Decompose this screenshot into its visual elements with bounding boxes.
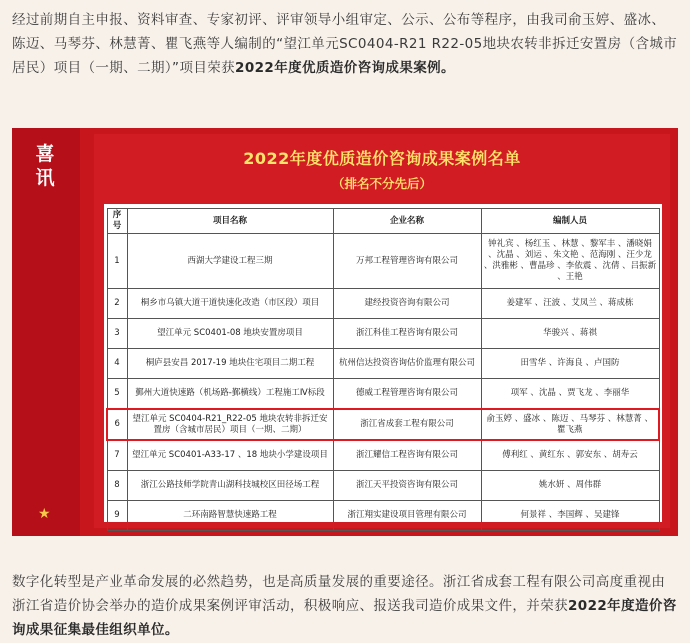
row-no: 2 xyxy=(107,289,127,319)
row-project: 鄞州大道快速路（机场路-鄞横线）工程施工Ⅳ标段 xyxy=(127,379,333,410)
row-staff: 项军 、沈晶 、贾飞龙 、李丽华 xyxy=(481,379,659,410)
row-project: 望江单元 SC0401-A33-17 、18 地块小学建设项目 xyxy=(127,440,333,471)
header-project: 项目名称 xyxy=(127,209,333,234)
table-row xyxy=(107,319,659,349)
star-icon: ★ xyxy=(38,506,51,522)
row-no: 3 xyxy=(107,319,127,349)
row-project: 西湖大学建设工程三期 xyxy=(127,234,333,289)
banner-subtitle: （排名不分先后） xyxy=(331,176,432,191)
table-row xyxy=(107,440,659,471)
intro-bold-text: 2022年度优质造价咨询成果案例。 xyxy=(235,60,455,76)
row-company: 浙江翔实建设项目管理有限公司 xyxy=(333,501,481,531)
row-project: 桐庐县安昌 2017-19 地块住宅项目二期工程 xyxy=(127,349,333,379)
row-staff: 俞玉婷 、盛冰 、陈迈 、马琴芬 、林慧菁 、瞿飞燕 xyxy=(481,409,659,440)
row-no: 1 xyxy=(107,234,127,289)
banner-side-strip xyxy=(12,128,80,536)
table-row xyxy=(107,379,659,410)
row-project: 望江单元 SC0401-08 地块安置房项目 xyxy=(127,319,333,349)
table-row xyxy=(107,289,659,319)
closing-text: 数字化转型是产业革命发展的必然趋势，也是高质量发展的重要途径。浙江省成套工程有限公司高度重视由浙江省造价协会举办的造价成果案例评审活动，积极响应、报送我司造价成果文件，并荣获 xyxy=(12,574,666,614)
table-row xyxy=(107,234,659,289)
header-company: 企业名称 xyxy=(333,209,481,234)
table-row xyxy=(107,349,659,379)
row-company: 浙江耀信工程咨询有限公司 xyxy=(333,440,481,471)
row-company: 建经投资咨询有限公司 xyxy=(333,289,481,319)
row-company: 德威工程管理咨询有限公司 xyxy=(333,379,481,410)
row-company: 浙江天平投资咨询有限公司 xyxy=(333,471,481,501)
row-staff: 姚水妍 、周伟群 xyxy=(481,471,659,501)
header-staff: 编制人员 xyxy=(481,209,659,234)
award-banner xyxy=(12,128,678,536)
intro-paragraph xyxy=(12,8,678,80)
row-no: 9 xyxy=(107,501,127,531)
row-project: 桐乡市乌镇大道干道快速化改造（市区段）项目 xyxy=(127,289,333,319)
row-staff: 钟礼宾 、杨红玉 、林慧 、黎军丰 、潘晓娟 、沈晶 、刘运 、朱文艳 、范海刚 、汪少龙 、洪雅彬 、曹晶珍 、李依震 、沈倩 、吕振新 、王艳 xyxy=(481,234,659,289)
row-company: 万邦工程管理咨询有限公司 xyxy=(333,234,481,289)
row-no: 7 xyxy=(107,440,127,471)
closing-paragraph xyxy=(12,570,678,642)
banner-title: 2022年度优质造价咨询成果案例名单 xyxy=(243,149,521,168)
table-row xyxy=(107,501,659,531)
highlighted-table-row xyxy=(107,409,659,440)
banner-side-label: 喜讯 xyxy=(35,143,55,189)
row-project: 二环南路智慧快速路工程 xyxy=(127,501,333,531)
row-staff: 田雪华 、许海良 、卢国防 xyxy=(481,349,659,379)
row-staff: 姜建军 、汪波 、艾凤兰 、蒋成栋 xyxy=(481,289,659,319)
award-table xyxy=(106,208,660,531)
header-no: 序号 xyxy=(107,209,127,234)
row-no: 8 xyxy=(107,471,127,501)
banner-panel xyxy=(94,134,670,528)
row-staff: 华骏兴 、蒋祺 xyxy=(481,319,659,349)
row-project: 浙江公路技师学院青山湖科技城校区田径场工程 xyxy=(127,471,333,501)
row-no: 5 xyxy=(107,379,127,410)
table-header-row xyxy=(107,209,659,234)
row-company: 浙江省成套工程有限公司 xyxy=(333,409,481,440)
row-no: 6 xyxy=(107,409,127,440)
table-row xyxy=(107,471,659,501)
closing-bold-text: 2022年度造价咨询成果征集最佳组织单位。 xyxy=(12,598,677,638)
row-staff: 何景祥 、李国辉 、吴建锋 xyxy=(481,501,659,531)
intro-text: 经过前期自主申报、资料审查、专家初评、评审领导小组审定、公示、公布等程序，由我司俞玉婷、盛冰、陈迈、马琴芬、林慧菁、瞿飞燕等人编制的“望江单元SC0404-R21 R22-05地块农转非拆迁安置房（含城市居民）项目（一期、二期）”项目荣获 xyxy=(12,12,678,76)
row-staff: 傅利红 、黄红东 、郭安东 、胡寿云 xyxy=(481,440,659,471)
row-project: 望江单元 SC0404-R21_R22-05 地块农转非拆迁安置房（含城市居民）项目（一期、二期） xyxy=(127,409,333,440)
row-no: 4 xyxy=(107,349,127,379)
row-company: 杭州信达投资咨询估价监理有限公司 xyxy=(333,349,481,379)
row-company: 浙江科佳工程咨询有限公司 xyxy=(333,319,481,349)
award-table-container xyxy=(104,204,662,522)
